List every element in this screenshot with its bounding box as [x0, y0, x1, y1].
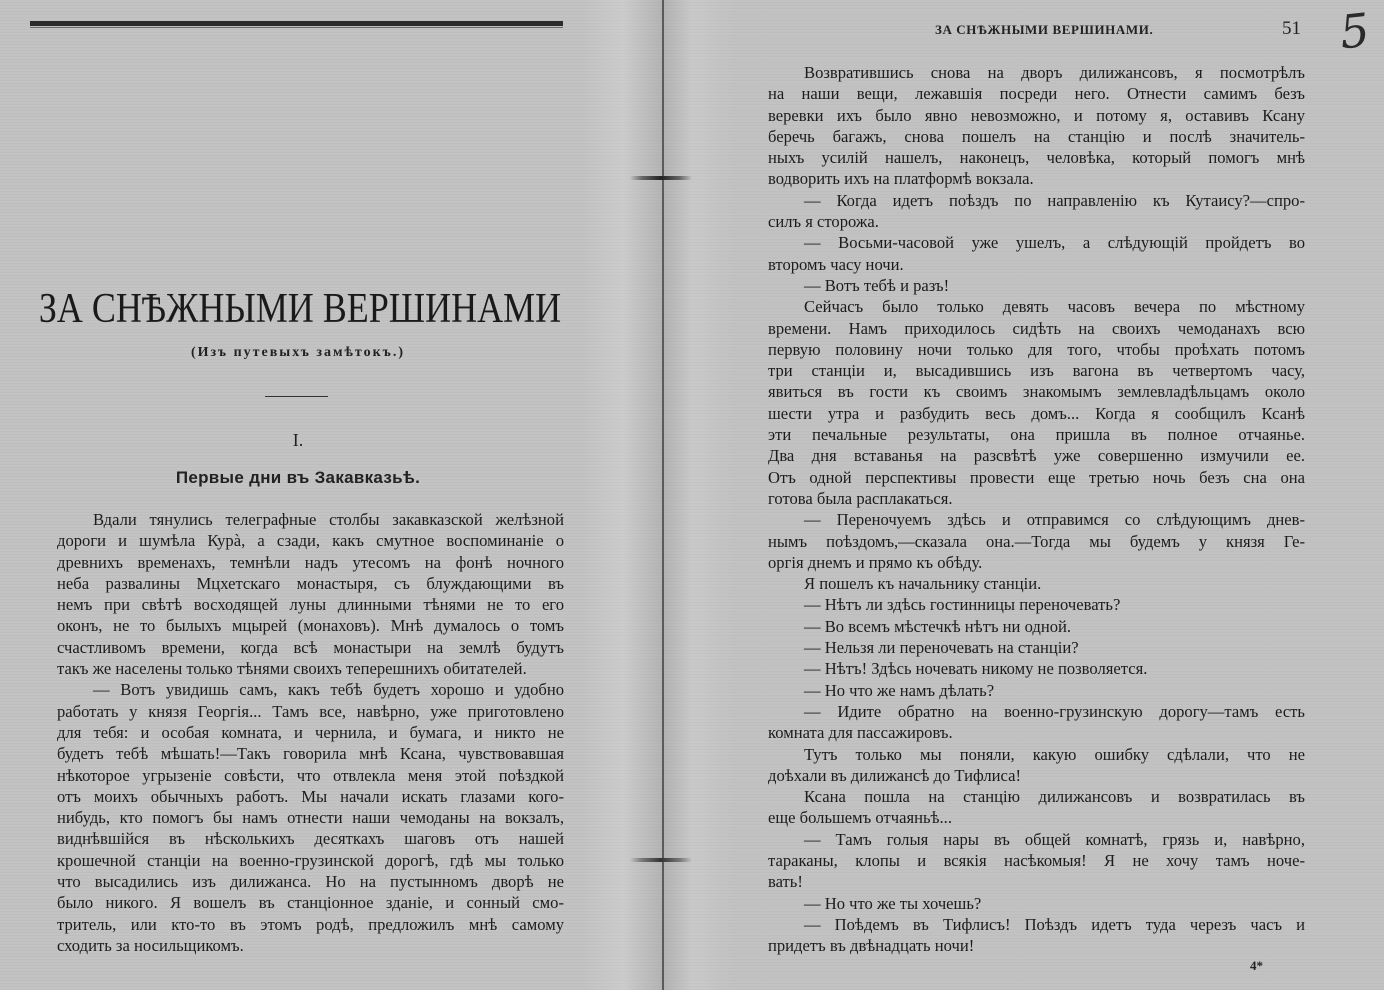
- text-line: шести утра и разбудить весь домъ... Когда я сообщилъ Ксанѣ: [768, 403, 1305, 423]
- text-line: Сейчасъ было только девять часовъ вечера по мѣстному: [804, 297, 1305, 317]
- text-line: водворить ихъ на платформѣ вокзала.: [768, 169, 1034, 189]
- text-line: три станціи и, высадившись изъ вагона въ четвертомъ часу,: [768, 361, 1305, 381]
- text-line: будетъ тебѣ мѣшать!—Такъ говорила мнѣ Ксана, чувствовавшая: [57, 744, 564, 764]
- text-line: такъ же населены только тѣнями своихъ теперешнихъ обитателей.: [57, 659, 527, 679]
- text-line: работать у князя Георгія... Тамъ все, навѣрно, уже приготовлено: [57, 701, 564, 721]
- book-gutter: [662, 0, 664, 990]
- staple-top: [630, 176, 692, 180]
- text-line: неба развалины Мцхетскаго монастыря, съ блуждающими въ: [57, 573, 564, 593]
- text-line: Ксана пошла на станцію дилижансовъ и возвратилась въ: [804, 787, 1305, 807]
- text-line: немъ при свѣтѣ восходящей луны длинными тѣнями не то его: [57, 595, 564, 615]
- text-line: Вдали тянулись телеграфные столбы закавказской желѣзной: [93, 510, 564, 529]
- text-line: — Нельзя ли переночевать на станціи?: [804, 638, 1079, 658]
- chapter-title: Первые дни въ Закавказьѣ.: [175, 468, 421, 487]
- text-line: Тутъ только мы поняли, какую ошибку сдѣлали, что не: [804, 744, 1305, 764]
- text-line: на наши вещи, лежавшія посреди него. Отнести самимъ безъ: [768, 84, 1305, 104]
- text-line: первую половину ночи только для того, чтобы проѣхать потомъ: [768, 339, 1305, 359]
- text-line: времени. Намъ приходилось сидѣть на своихъ чемоданахъ всю: [768, 318, 1305, 338]
- text-line: виднѣвшійся въ нѣсколькихъ десяткахъ шаговъ отъ нашей: [57, 829, 564, 849]
- chapter-number: I.: [292, 430, 304, 450]
- text-line: — Нѣтъ! Здѣсь ночевать никому не позволяется.: [804, 659, 1148, 679]
- text-line: — Идите обратно на военно-грузинскую дорогу—тамъ есть: [804, 701, 1305, 721]
- text-line: — Восьми-часовой уже ушелъ, а слѣдующій пройдетъ во: [804, 233, 1305, 253]
- text-line: нымъ поѣздомъ,—сказала она.—Тогда мы будемъ у князя Ге-: [768, 531, 1305, 551]
- text-line: придетъ въ двѣнадцать ночи!: [768, 936, 975, 956]
- text-line: — Переночуемъ здѣсь и отправимся со слѣдующимъ днев-: [804, 510, 1305, 530]
- running-head: ЗА СНѢЖНЫМИ ВЕРШИНАМИ.: [935, 22, 1154, 37]
- text-line: комната для пассажировъ.: [768, 723, 953, 743]
- text-line: крошечной станціи на военно-грузинской дорогѣ, гдѣ мы только: [57, 850, 564, 870]
- text-line: сходить за носильщикомъ.: [57, 935, 244, 955]
- page-number: 51: [1282, 18, 1301, 39]
- text-line: эти печальные результаты, она пришла въ полное отчаянье.: [768, 425, 1305, 445]
- story-subtitle: (Изъ путевыхъ замѣтокъ.): [190, 345, 406, 360]
- story-title: ЗА СНѢЖНЫМИ ВЕРШИНАМИ: [38, 284, 562, 332]
- text-line: нибудь, кто помогъ бы намъ отнести наши чемоданы на вокзалъ,: [57, 808, 564, 828]
- text-line: для тебя: и особая комната, и чернила, и бумага, и никто не: [57, 722, 564, 742]
- text-line: второмъ часу ночи.: [768, 254, 904, 274]
- left-page: [0, 0, 663, 990]
- handwritten-mark: 5: [1337, 2, 1373, 60]
- text-line: — Когда идетъ поѣздъ по направленію къ Кутаису?—спро-: [804, 190, 1305, 210]
- text-line: было никого. Я вошелъ въ станціонное зданіе, и сонный смо-: [57, 893, 564, 913]
- text-line: — Во всемъ мѣстечкѣ нѣтъ ни одной.: [804, 616, 1072, 636]
- text-line: счастливомъ времени, когда всѣ монастыри на землѣ будутъ: [57, 637, 564, 657]
- text-line: еще большемъ отчаяньѣ...: [768, 808, 952, 828]
- text-line: оргія днемъ и прямо къ обѣду.: [768, 552, 983, 572]
- top-decorative-rule-thin: [30, 27, 563, 28]
- text-line: — Вотъ увидишь самъ, какъ тебѣ будетъ хорошо и удобно: [93, 680, 564, 700]
- text-line: силъ я сторожа.: [768, 212, 879, 232]
- top-decorative-rule: [30, 21, 563, 26]
- text-line: — Тамъ голыя нары въ общей комнатѣ, грязь и, навѣрно,: [804, 829, 1305, 849]
- text-line: — Вотъ тебѣ и разъ!: [804, 275, 950, 295]
- text-line: Я пошелъ къ начальнику станціи.: [804, 574, 1042, 594]
- text-line: явиться въ гости къ своимъ знакомымъ землевладѣльцамъ около: [768, 382, 1305, 402]
- text-line: отъ моихъ обычныхъ работъ. Мы начали искать глазами кого-: [57, 786, 564, 806]
- left-page-body: [57, 509, 564, 956]
- text-line: — Но что же намъ дѣлать?: [804, 680, 995, 700]
- text-line: вать!: [768, 872, 803, 892]
- right-page-body: [768, 62, 1305, 956]
- text-line: веревки ихъ было явно невозможно, и потому я, оставивъ Ксану: [768, 105, 1305, 125]
- text-line: — Нѣтъ ли здѣсь гостинницы переночевать?: [804, 595, 1121, 615]
- staple-bottom: [630, 858, 692, 862]
- text-line: дороги и шумѣла Курà, а сзади, какъ смутное воспоминаніе о: [57, 531, 564, 551]
- text-line: Отъ одной перспективы провести еще третью ночь безъ сна она: [768, 467, 1305, 487]
- text-line: — Поѣдемъ въ Тифлисъ! Поѣздъ идетъ туда черезъ часъ и: [804, 914, 1305, 934]
- text-line: тритель, или кто-то въ этомъ родѣ, предложилъ мнѣ самому: [57, 914, 564, 934]
- section-divider: [265, 396, 328, 397]
- text-line: готова была расплакаться.: [768, 488, 953, 508]
- text-line: Два дня вставанья на разсвѣтѣ уже совершенно измучили ее.: [768, 446, 1305, 466]
- text-line: — Но что же ты хочешь?: [804, 893, 982, 913]
- text-line: что высадились изъ дилижанса. Но на пустынномъ дворѣ не: [57, 872, 564, 892]
- text-line: ныхъ усилій нашелъ, наконецъ, человѣка, который помогъ мнѣ: [768, 148, 1305, 168]
- text-line: Возвратившись снова на дворъ дилижансовъ, я посмотрѣлъ: [804, 63, 1305, 82]
- text-line: оконъ, не то былыхъ мцырей (монаховъ). Мнѣ думалось о томъ: [57, 616, 564, 636]
- text-line: нѣкоторое угрызеніе совѣсти, что отвлекла меня этой поѣздкой: [57, 765, 564, 785]
- signature-mark: 4*: [1250, 958, 1263, 973]
- text-line: тараканы, клопы и всякія насѣкомыя! Я не хочу тамъ ноче-: [768, 850, 1305, 870]
- text-line: древнихъ временахъ, темнѣли надъ утесомъ на фонѣ ночного: [57, 552, 564, 572]
- text-line: доѣхали въ дилижансѣ до Тифлиса!: [768, 765, 1021, 785]
- text-line: беречь багажъ, снова пошелъ на станцію и послѣ значитель-: [768, 126, 1305, 146]
